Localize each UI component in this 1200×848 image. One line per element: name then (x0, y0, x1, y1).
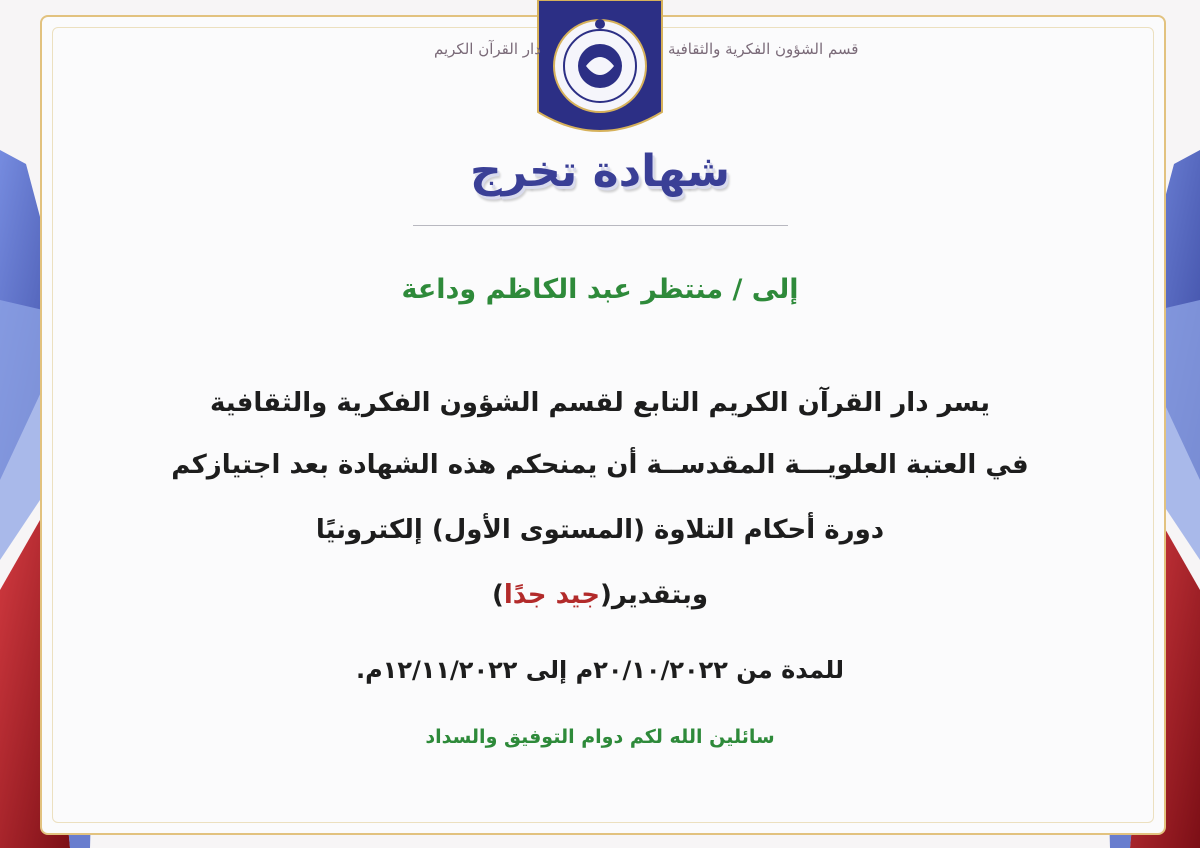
grade-line (0, 580, 1200, 610)
body-line-2: في العتبة العلويـــة المقدســة أن يمنحكم هذه الشهادة بعد اجتيازكم (171, 450, 1029, 480)
grade-close-paren: ) (491, 580, 504, 610)
certificate-title: شهادة تخرج (469, 146, 731, 197)
recipient-line: إلى / منتظر عبد الكاظم وداعة (401, 274, 799, 305)
shrine-emblem (536, 0, 664, 135)
grade-open-paren: ( (599, 580, 612, 610)
grade-prefix: وبتقدير (611, 580, 709, 610)
grade-value: جيد جدًا (503, 580, 600, 610)
certificate-frame (40, 15, 1166, 835)
emblem-icon (536, 0, 664, 135)
header-right-caption: قسم الشؤون الفكرية والثقافية (668, 40, 859, 58)
title-divider (413, 225, 788, 226)
body-line-1: يسر دار القرآن الكريم التابع لقسم الشؤون الفكرية والثقافية (209, 388, 991, 418)
period-line: للمدة من ٢٠/١٠/٢٠٢٢م إلى ١٢/١١/٢٠٢٢م. (355, 656, 845, 684)
body-line-3: دورة أحكام التلاوة (المستوى الأول) إلكترونيًا (315, 515, 885, 545)
closing-line: سائلين الله لكم دوام التوفيق والسداد (425, 726, 775, 748)
header-left-caption: دار القرآن الكريم (434, 40, 541, 58)
